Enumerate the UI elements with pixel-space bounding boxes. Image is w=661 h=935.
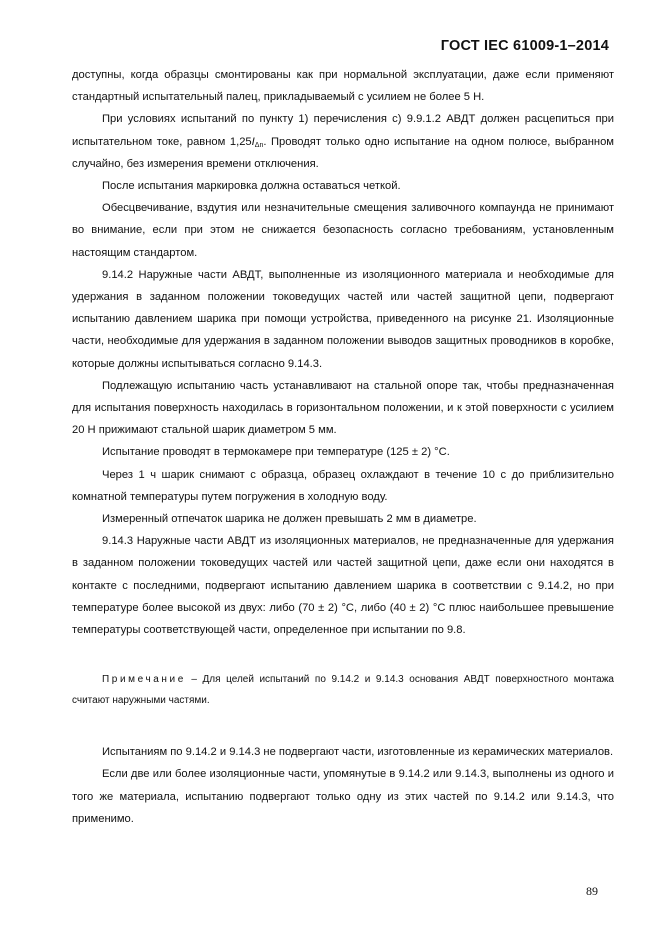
paragraph-continuation: доступны, когда образцы смонтированы как при нормальной эксплуатации, даже если применяют стандартный испытательный палец, прикладываемый с усилием не более 5 Н. [72, 69, 614, 104]
paragraph-temperature: Испытание проводят в термокамере при температуре (125 ± 2) °С. [102, 446, 450, 459]
current-symbol: I [251, 135, 255, 148]
standard-title: ГОСТ IEC 61009-1–2014 [440, 38, 609, 54]
note-text: – Для целей испытаний по 9.14.2 и 9.14.3 основания АВДТ поверхностного монтажа считают наружными частями. [72, 674, 614, 707]
paragraph-text-start: При условиях испытаний по пункту 1) перечисления с) 9.9.1.2 АВДТ должен расцепиться при испытательном токе, равном 1,25 [72, 113, 614, 148]
paragraph-discoloration: Обесцвечивание, вздутия или незначительные смещения заливочного компаунда не принимают во внимание, если при этом не снижается безопасность согласно требованиям, установленным настоящим стандартом. [72, 202, 614, 259]
current-subscript: Δn [254, 141, 264, 149]
document-body [72, 64, 614, 830]
paragraph-cooling: Через 1 ч шарик снимают с образца, образец охлаждают в течение 10 с до приблизительно комнатной температуры путем погружения в холодную воду. [72, 468, 614, 503]
paragraph-same-material: Если две или более изоляционные части, упомянутые в 9.14.2 или 9.14.3, выполнены из одного и того же материала, испытанию подвергают только одну из этих частей по 9.14.2 или 9.14.3, что применимо. [72, 768, 614, 825]
paragraph-text-end: . Проводят только одно испытание на одном полюсе, выбранном случайно, без измерения времени отключения. [72, 135, 614, 170]
paragraph-steel-support: Подлежащую испытанию часть устанавливают на стальной опоре так, чтобы предназначенная для испытания поверхность находилась в горизонтальном положении, и к этой поверхности с усилием 20 Н прижимают стальной шарик диаметром 5 мм. [72, 379, 614, 437]
paragraph-9-14-3: 9.14.3 Наружные части АВДТ из изоляционных материалов, не предназначенные для удержания в заданном положении токоведущих частей или частей защитной цепи, даже если они находятся в контакте с последними, подвергают испытанию давлением шарика в соответствии с 9.14.2, но при температуре более высокой из двух: либо (70 ± 2) °С, либо (40 ± 2) °С плюс наибольшее превышение температуры соответствующей части, определенное при испытании по 9.8. [72, 535, 614, 637]
note [72, 669, 614, 711]
paragraph-marking: После испытания маркировка должна оставаться четкой. [102, 180, 401, 193]
note-label: Примечание [102, 674, 186, 686]
paragraph-9-14-2: 9.14.2 Наружные части АВДТ, выполненные из изоляционного материала и необходимые для удержания в заданном положении токоведущих частей или частей защитной цепи, подвергают испытанию давлением шарика при помощи устройства, приведенного на рисунке 21. Изоляционные части, необходимые для удержания в заданном положении выводов защитных проводников в коробке, которые должны испытываться согласно 9.14.3. [72, 268, 614, 370]
page-number: 89 [586, 884, 598, 898]
paragraph-test-current [72, 108, 614, 175]
paragraph-imprint: Измеренный отпечаток шарика не должен превышать 2 мм в диаметре. [102, 513, 477, 526]
paragraph-ceramic: Испытаниям по 9.14.2 и 9.14.3 не подвергают части, изготовленные из керамических материалов. [102, 746, 614, 759]
